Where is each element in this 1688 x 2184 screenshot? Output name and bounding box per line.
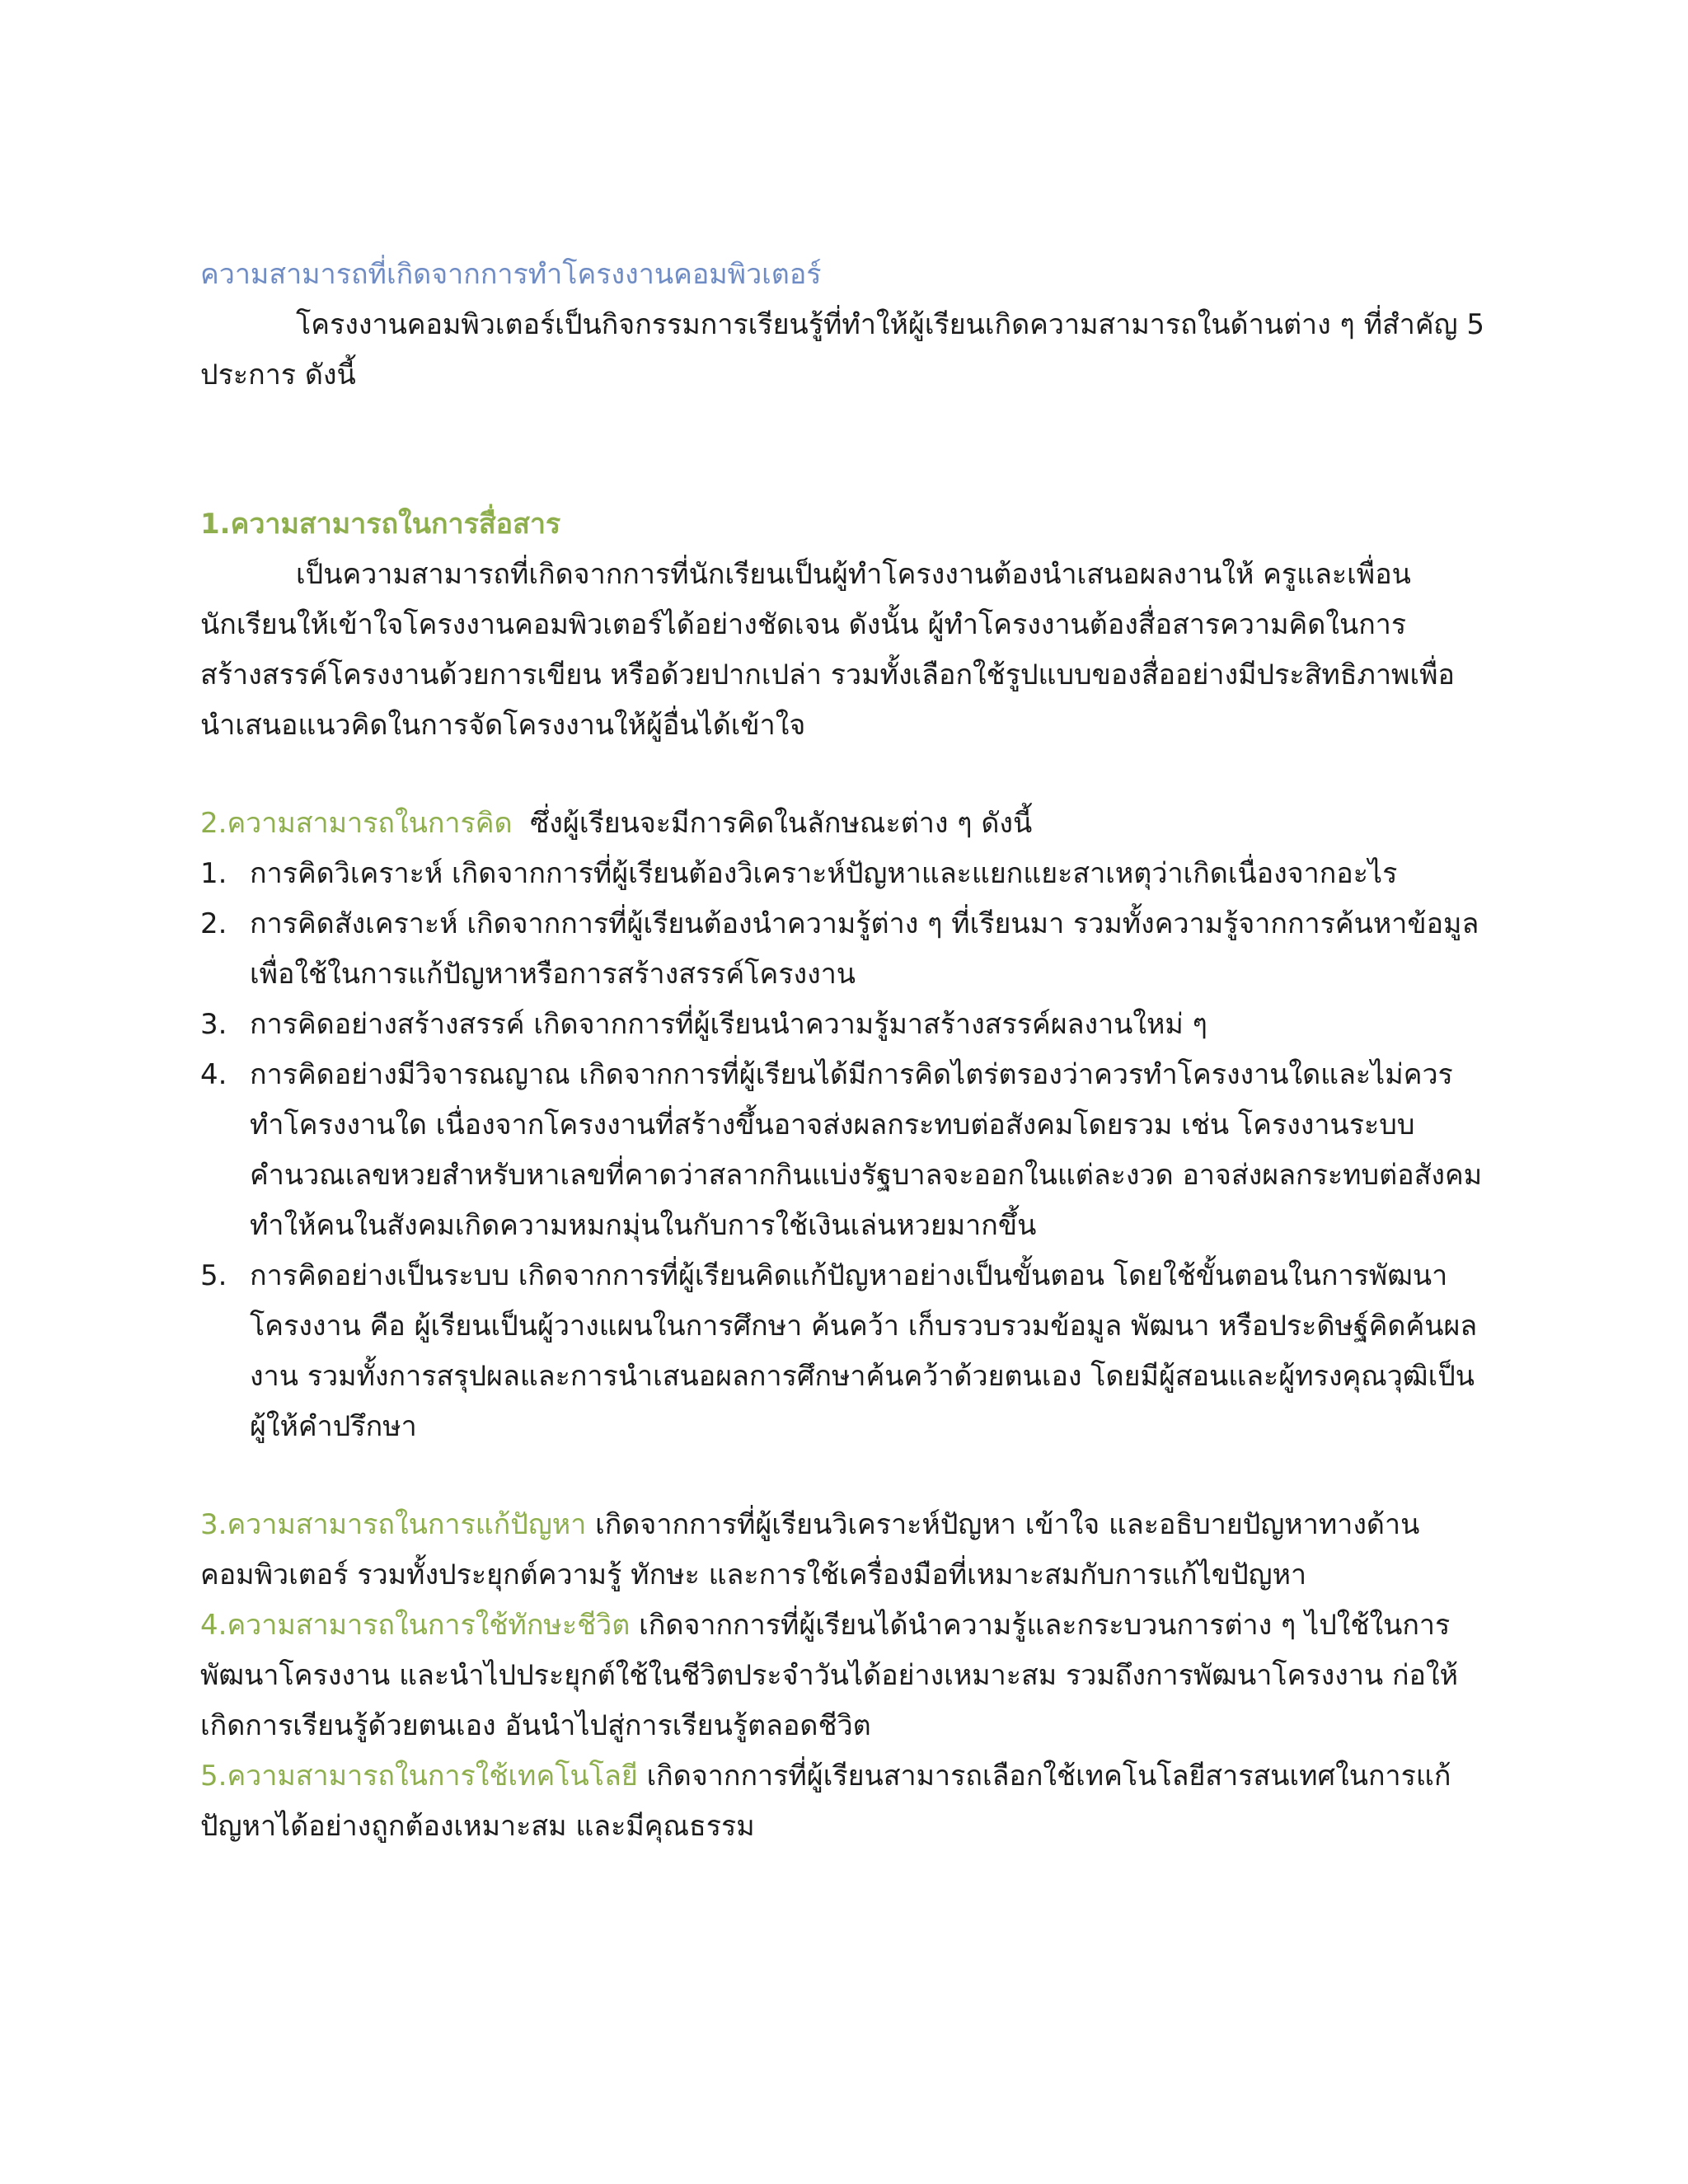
list-item-text: การคิดสังเคราะห์ เกิดจากการที่ผู้เรียนต้องนำความรู้ต่าง ๆ ที่เรียนมา รวมทั้งความรู้จากการค้นหาข้อมูลเพื่อใช้ในการแก้ปัญหาหรือการสร้างสรรค์โครงงาน (250, 907, 1479, 991)
section-5-paragraph (200, 1751, 1486, 1852)
section-4-heading: 4.ความสามารถในการใช้ทักษะชีวิต (200, 1609, 631, 1642)
list-item-number: 3. (200, 1008, 227, 1041)
section-5-heading: 5.ความสามารถในการใช้เทคโนโลยี (200, 1760, 638, 1793)
section-1-heading: 1.ความสามารถในการสื่อสาร (200, 508, 561, 541)
document-content (200, 250, 1486, 1852)
document-title: ความสามารถที่เกิดจากการทำโครงงานคอมพิวเตอร์ (200, 258, 822, 291)
list-item-text: การคิดอย่างสร้างสรรค์ เกิดจากการที่ผู้เรียนนำความรู้มาสร้างสรรค์ผลงานใหม่ ๆ (250, 1008, 1207, 1041)
list-item (200, 899, 1486, 1000)
list-item-number: 1. (200, 857, 227, 890)
section-3-body: เกิดจากการที่ผู้เรียนวิเคราะห์ปัญหา เข้าใจ และอธิบายปัญหาทางด้านคอมพิวเตอร์ รวมทั้งประยุกต์ความรู้ ทักษะ และการใช้เครื่องมือที่เหมาะสมกับการแก้ไขปัญหา (200, 1508, 1420, 1591)
list-item (200, 849, 1486, 899)
section-4-paragraph (200, 1601, 1486, 1751)
thinking-list (200, 849, 1486, 1452)
section-2-intro (200, 799, 1486, 849)
list-item-text: การคิดอย่างเป็นระบบ เกิดจากการที่ผู้เรียนคิดแก้ปัญหาอย่างเป็นขั้นตอน โดยใช้ขั้นตอนในการพัฒนาโครงงาน คือ ผู้เรียนเป็นผู้วางแผนในการศึกษา ค้นคว้า เก็บรวบรวมข้อมูล พัฒนา หรือประดิษฐ์คิดค้นผลงาน รวมทั้งการสรุปผลและการนำเสนอผลการศึกษาค้นคว้าด้วยตนเอง โดยมีผู้สอนและผู้ทรงคุณวุฒิเป็นผู้ให้คำปรึกษา (250, 1259, 1478, 1443)
section-3-heading: 3.ความสามารถในการแก้ปัญหา (200, 1508, 587, 1541)
section-2-heading: 2.ความสามารถในการคิด (200, 807, 513, 840)
list-item-number: 5. (200, 1259, 227, 1292)
section-5-body: เกิดจากการที่ผู้เรียนสามารถเลือกใช้เทคโนโลยีสารสนเทศในการแก้ปัญหาได้อย่างถูกต้องเหมาะสม และมีคุณธรรม (200, 1760, 1451, 1843)
list-item-number: 2. (200, 907, 227, 940)
list-item (200, 1000, 1486, 1050)
intro-paragraph: โครงงานคอมพิวเตอร์เป็นกิจกรรมการเรียนรู้ที่ทำให้ผู้เรียนเกิดความสามารถในด้านต่าง ๆ ที่สำคัญ 5 ประการ ดังนี้ (200, 308, 1485, 391)
section-1-body: เป็นความสามารถที่เกิดจากการที่นักเรียนเป็นผู้ทำโครงงานต้องนำเสนอผลงานให้ ครูและเพื่อนนักเรียนให้เข้าใจโครงงานคอมพิวเตอร์ได้อย่างชัดเจน ดังนั้น ผู้ทำโครงงานต้องสื่อสารความคิดในการสร้างสรรค์โครงงานด้วยการเขียน หรือด้วยปากเปล่า รวมทั้งเลือกใช้รูปแบบของสื่ออย่างมีประสิทธิภาพเพื่อนำเสนอแนวคิดในการจัดโครงงานให้ผู้อื่นได้เข้าใจ (200, 558, 1455, 742)
list-item-number: 4. (200, 1058, 227, 1091)
list-item-text: การคิดวิเคราะห์ เกิดจากการที่ผู้เรียนต้องวิเคราะห์ปัญหาและแยกแยะสาเหตุว่าเกิดเนื่องจากอะไร (250, 857, 1398, 890)
section-4-body: เกิดจากการที่ผู้เรียนได้นำความรู้และกระบวนการต่าง ๆ ไปใช้ในการพัฒนาโครงงาน และนำไปประยุกต์ใช้ในชีวิตประจำวันได้อย่างเหมาะสม รวมถึงการพัฒนาโครงงาน ก่อให้เกิดการเรียนรู้ด้วยตนเอง อันนำไปสู่การเรียนรู้ตลอดชีวิต (200, 1609, 1458, 1742)
list-item (200, 1050, 1486, 1251)
list-item (200, 1251, 1486, 1452)
list-item-text: การคิดอย่างมีวิจารณญาณ เกิดจากการที่ผู้เรียนได้มีการคิดไตร่ตรองว่าควรทำโครงงานใดและไม่ควรทำโครงงานใด เนื่องจากโครงงานที่สร้างขึ้นอาจส่งผลกระทบต่อสังคมโดยรวม เช่น โครงงานระบบคำนวณเลขหวยสำหรับหาเลขที่คาดว่าสลากกินแบ่งรัฐบาลจะออกในแต่ละงวด อาจส่งผลกระทบต่อสังคม ทำให้คนในสังคมเกิดความหมกมุ่นในกับการใช้เงินเล่นหวยมากขึ้น (250, 1058, 1483, 1242)
section-3-paragraph (200, 1500, 1486, 1601)
section-2-lead: ซึ่งผู้เรียนจะมีการคิดในลักษณะต่าง ๆ ดังนี้ (530, 807, 1033, 840)
